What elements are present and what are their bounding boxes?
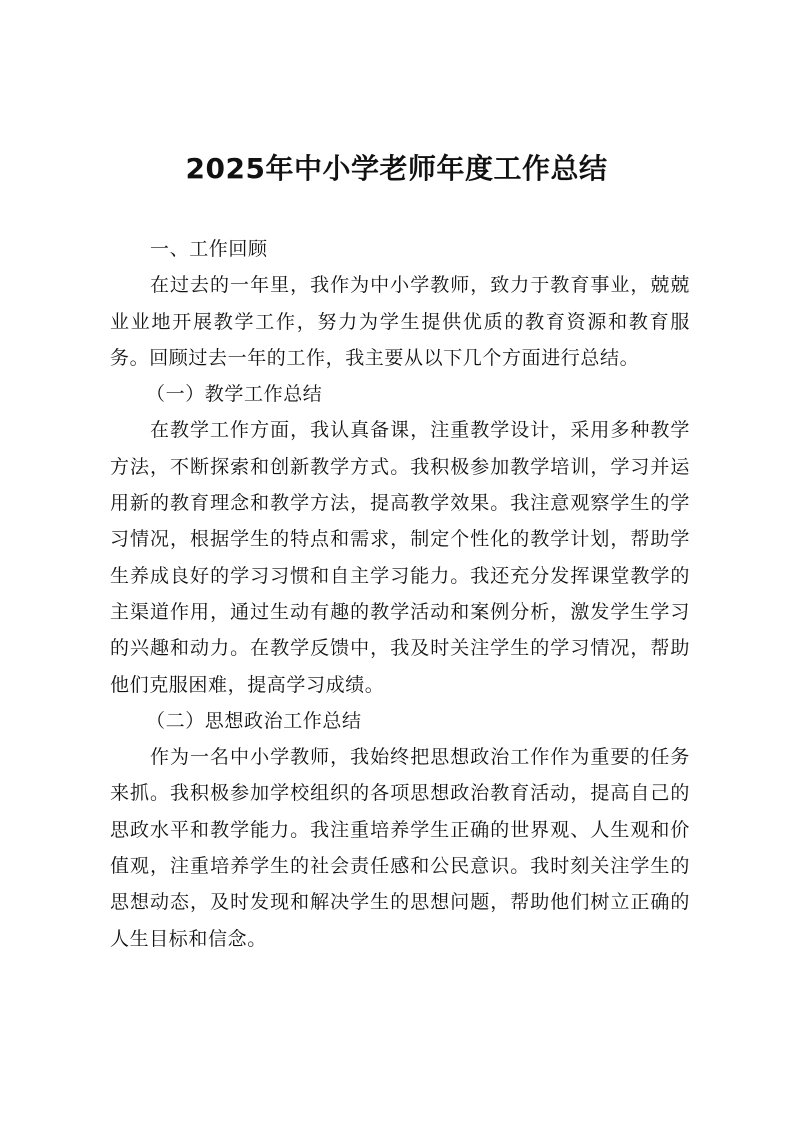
subsection-heading-ideological: （二）思想政治工作总结 — [146, 709, 362, 732]
document-body — [110, 231, 690, 957]
paragraph-teaching: 在教学工作方面，我认真备课，注重教学设计，采用多种教学方法，不断探索和创新教学方式。我积极参加教学培训，学习并运用新的教育理念和教学方法，提高教学效果。我注意观察学生的学习情况，根据学生的特点和需求，制定个性化的教学计划，帮助学生养成良好的学习习惯和自主学习能力。我还充分发挥课堂教学的主渠道作用，通过生动有趣的教学活动和案例分析，激发学生学习的兴趣和动力。在教学反馈中，我及时关注学生的学习情况，帮助他们克服困难，提高学习成绩。 — [110, 419, 690, 696]
document-title: 2025年中小学老师年度工作总结 — [185, 152, 608, 185]
section-heading-work-review: 一、工作回顾 — [150, 238, 268, 260]
paragraph-ideological: 作为一名中小学教师，我始终把思想政治工作作为重要的任务来抓。我积极参加学校组织的各项思想政治教育活动，提高自己的思政水平和教学能力。我注重培养学生正确的世界观、人生观和价值观，注重培养学生的社会责任感和公民意识。我时刻关注学生的思想动态，及时发现和解决学生的思想问题，帮助他们树立正确的人生目标和信念。 — [110, 746, 690, 950]
paragraph-work-review: 在过去的一年里，我作为中小学教师，致力于教育事业，兢兢业业地开展教学工作，努力为学生提供优质的教育资源和教育服务。回顾过去一年的工作，我主要从以下几个方面进行总结。 — [110, 274, 690, 369]
subsection-heading-teaching: （一）教学工作总结 — [146, 383, 323, 406]
